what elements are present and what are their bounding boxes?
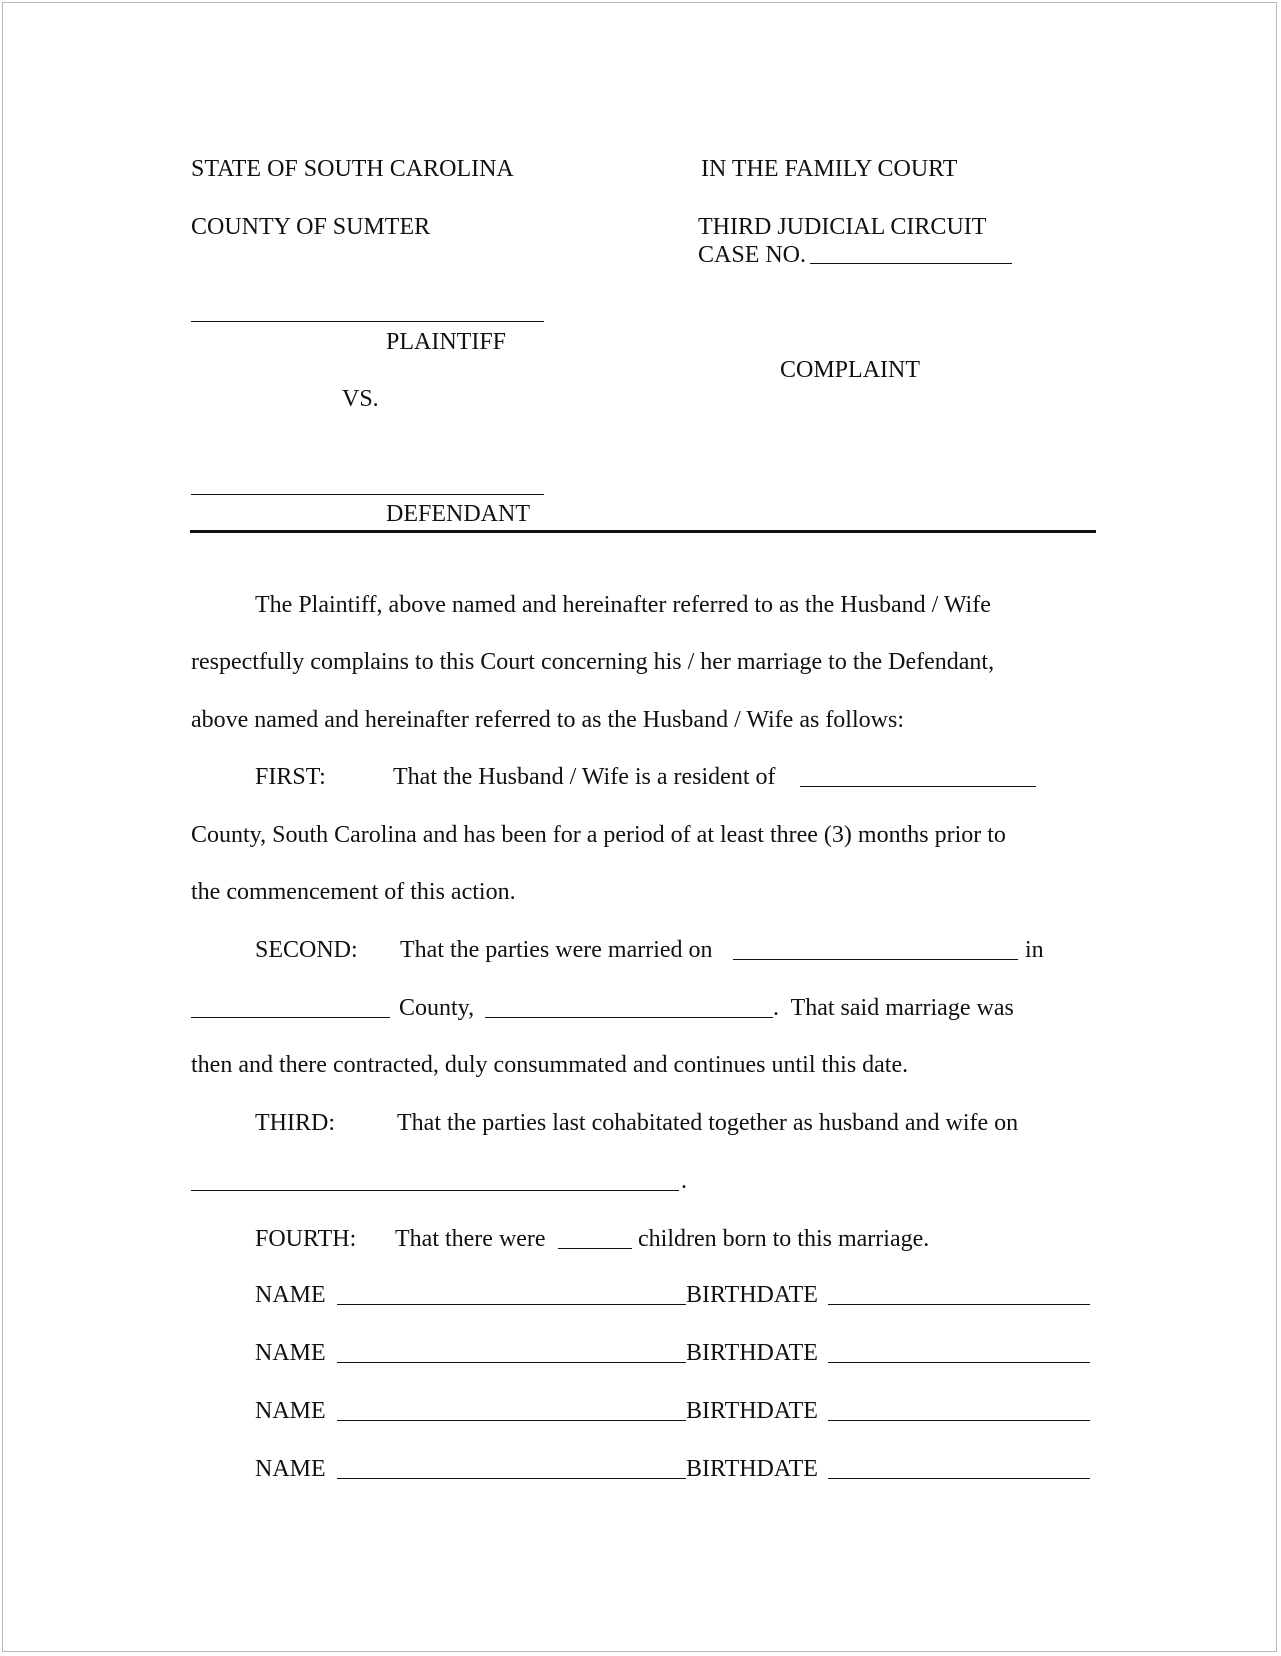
cohabitation-date-blank[interactable] [191,1190,679,1191]
fourth-label: FOURTH: [255,1226,357,1252]
child-birthdate-blank[interactable] [828,1362,1090,1363]
second-line-3: then and there contracted, duly consummated and continues until this date. [191,1052,909,1078]
defendant-label: DEFENDANT [386,501,530,527]
court-label: IN THE FAMILY COURT [701,156,958,182]
marriage-text: . That said marriage was [773,995,1014,1021]
case-no-label: CASE NO. [698,242,807,268]
child-birthdate-blank[interactable] [828,1420,1090,1421]
child-birthdate-blank[interactable] [828,1478,1090,1479]
third-label: THIRD: [255,1110,335,1136]
child-name-label: NAME [255,1456,326,1482]
first-line-3: the commencement of this action. [191,879,516,905]
child-birthdate-label: BIRTHDATE [686,1456,818,1482]
case-no-blank[interactable] [810,263,1012,264]
intro-line-2: respectfully complains to this Court concerning his / her marriage to the Defendant, [191,649,995,675]
child-name-label: NAME [255,1398,326,1424]
marriage-date-blank[interactable] [733,959,1018,960]
county-label: COUNTY OF SUMTER [191,214,431,240]
child-name-blank[interactable] [337,1478,686,1479]
county-word: County, [399,995,475,1021]
plaintiff-label: PLAINTIFF [386,329,507,355]
vs-label: VS. [342,386,379,412]
resident-county-blank[interactable] [800,786,1036,787]
child-birthdate-label: BIRTHDATE [686,1282,818,1308]
first-label: FIRST: [255,764,326,790]
second-label: SECOND: [255,937,358,963]
second-in: in [1025,937,1044,963]
child-name-label: NAME [255,1282,326,1308]
third-text: That the parties last cohabitated together as husband and wife on [397,1110,1019,1136]
state-label: STATE OF SOUTH CAROLINA [191,156,514,182]
child-birthdate-blank[interactable] [828,1304,1090,1305]
child-name-blank[interactable] [337,1362,686,1363]
child-birthdate-label: BIRTHDATE [686,1340,818,1366]
children-count-blank[interactable] [558,1248,632,1249]
second-text: That the parties were married on [400,937,713,963]
first-text: That the Husband / Wife is a resident of [393,764,776,790]
defendant-name-blank[interactable] [191,494,544,495]
marriage-county-blank[interactable] [191,1017,390,1018]
child-name-blank[interactable] [337,1304,686,1305]
fourth-text-before: That there were [395,1226,546,1252]
document-title: COMPLAINT [780,357,921,383]
first-line-2: County, South Carolina and has been for a period of at least three (3) months prior to [191,822,1006,848]
intro-line-3: above named and hereinafter referred to as the Husband / Wife as follows: [191,707,904,733]
plaintiff-name-blank[interactable] [191,321,544,322]
third-period: . [681,1168,687,1194]
child-name-label: NAME [255,1340,326,1366]
fourth-text-after: children born to this marriage. [638,1226,930,1252]
marriage-state-blank[interactable] [485,1017,773,1018]
child-birthdate-label: BIRTHDATE [686,1398,818,1424]
child-name-blank[interactable] [337,1420,686,1421]
document-page [2,2,1277,1652]
intro-line-1: The Plaintiff, above named and hereinafter referred to as the Husband / Wife [255,592,991,618]
caption-divider [190,530,1096,533]
circuit-label: THIRD JUDICIAL CIRCUIT [698,214,987,240]
